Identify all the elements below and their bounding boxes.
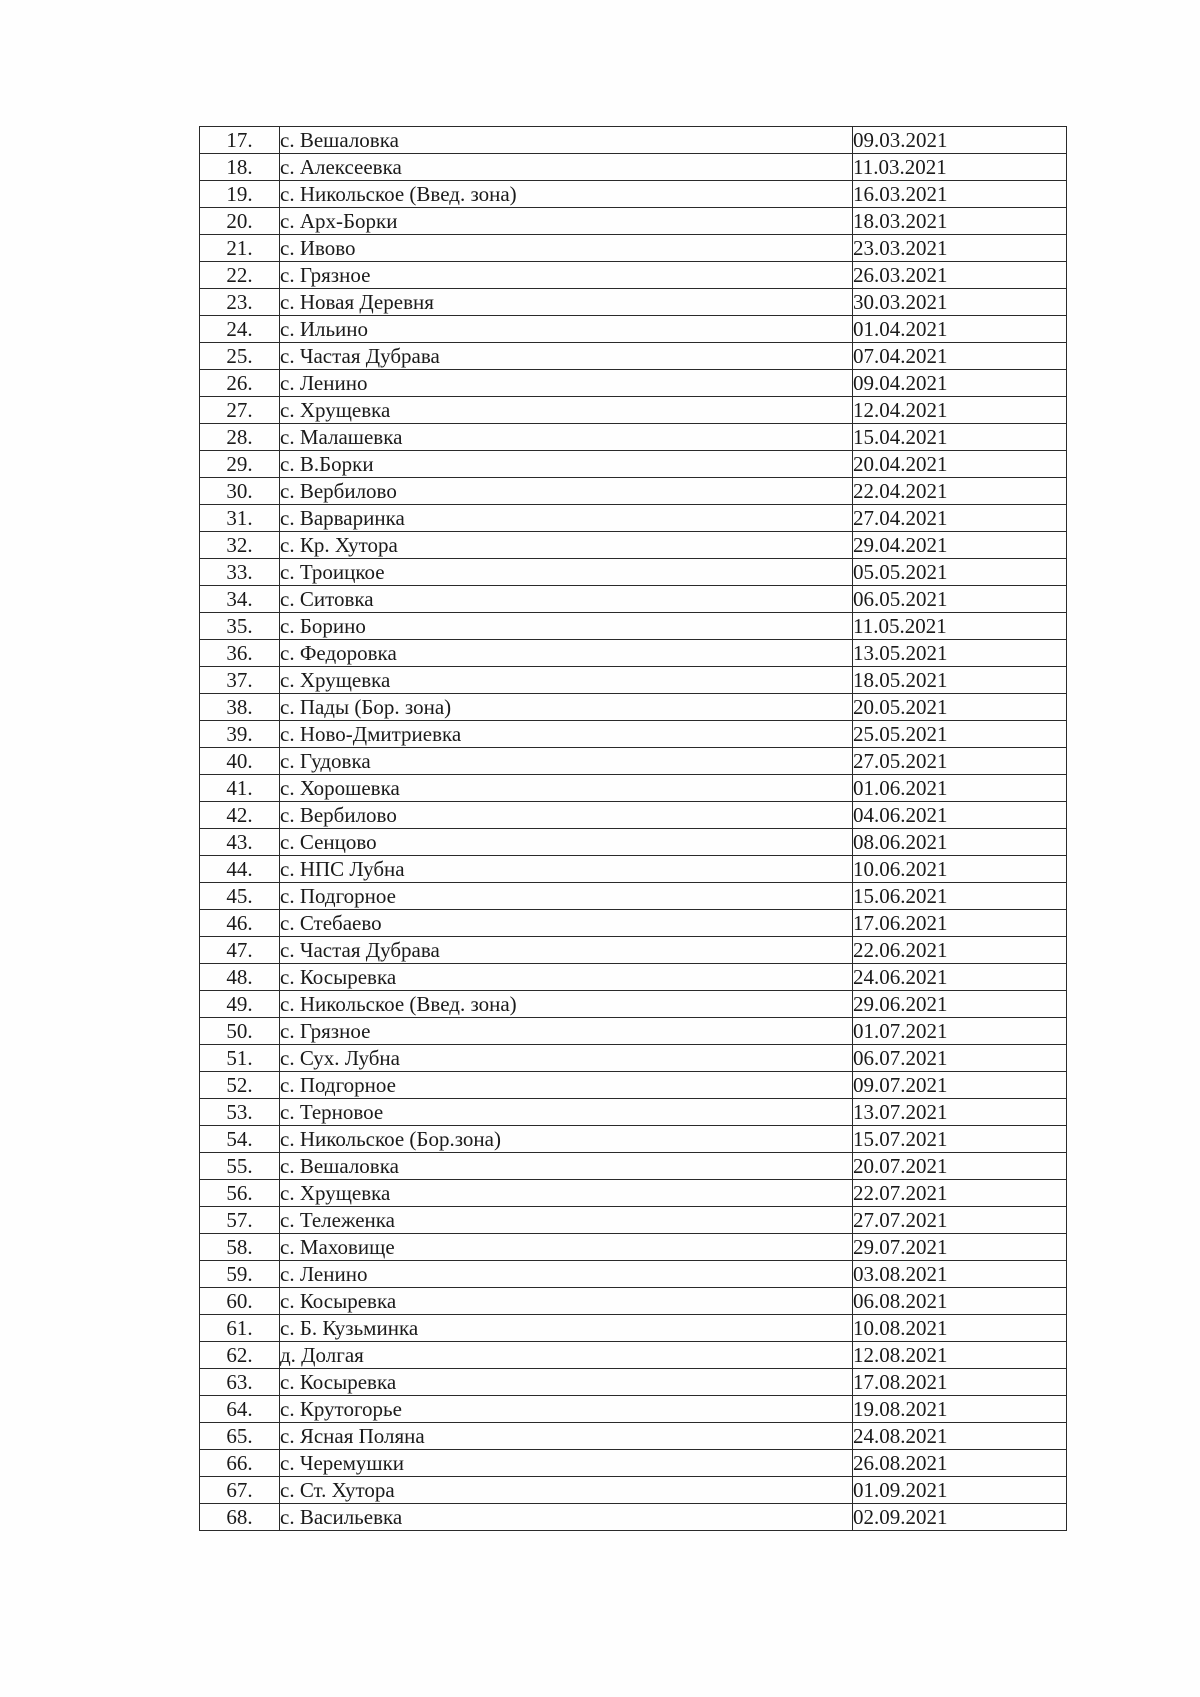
- row-number: 66.: [200, 1450, 280, 1477]
- settlement-name: с. Подгорное: [280, 1072, 853, 1099]
- table-row: [200, 262, 1067, 289]
- visit-date: 29.04.2021: [853, 532, 1067, 559]
- table-row: [200, 316, 1067, 343]
- table-row: [200, 1207, 1067, 1234]
- row-number: 41.: [200, 775, 280, 802]
- visit-date: 22.04.2021: [853, 478, 1067, 505]
- settlement-name: д. Долгая: [280, 1342, 853, 1369]
- settlement-name: с. Гудовка: [280, 748, 853, 775]
- settlement-name: с. Частая Дубрава: [280, 937, 853, 964]
- table-row: [200, 505, 1067, 532]
- table-row: [200, 964, 1067, 991]
- row-number: 36.: [200, 640, 280, 667]
- visit-date: 15.07.2021: [853, 1126, 1067, 1153]
- visit-date: 27.07.2021: [853, 1207, 1067, 1234]
- table-row: [200, 1342, 1067, 1369]
- visit-date: 07.04.2021: [853, 343, 1067, 370]
- settlement-name: с. Грязное: [280, 262, 853, 289]
- visit-date: 23.03.2021: [853, 235, 1067, 262]
- row-number: 37.: [200, 667, 280, 694]
- row-number: 18.: [200, 154, 280, 181]
- row-number: 17.: [200, 127, 280, 154]
- visit-date: 20.05.2021: [853, 694, 1067, 721]
- visit-date: 18.03.2021: [853, 208, 1067, 235]
- table-row: [200, 1477, 1067, 1504]
- settlement-name: с. Ленино: [280, 1261, 853, 1288]
- row-number: 35.: [200, 613, 280, 640]
- table-row: [200, 1315, 1067, 1342]
- visit-date: 10.06.2021: [853, 856, 1067, 883]
- table-row: [200, 1450, 1067, 1477]
- settlement-name: с. Черемушки: [280, 1450, 853, 1477]
- row-number: 26.: [200, 370, 280, 397]
- table-row: [200, 721, 1067, 748]
- row-number: 40.: [200, 748, 280, 775]
- visit-date: 01.06.2021: [853, 775, 1067, 802]
- table-row: [200, 1369, 1067, 1396]
- row-number: 34.: [200, 586, 280, 613]
- settlement-name: с. Ст. Хутора: [280, 1477, 853, 1504]
- settlement-name: с. В.Борки: [280, 451, 853, 478]
- table-row: [200, 937, 1067, 964]
- table-row: [200, 343, 1067, 370]
- settlement-name: с. Никольское (Бор.зона): [280, 1126, 853, 1153]
- settlement-name: с. Вешаловка: [280, 127, 853, 154]
- table-row: [200, 1018, 1067, 1045]
- row-number: 52.: [200, 1072, 280, 1099]
- row-number: 38.: [200, 694, 280, 721]
- visit-date: 27.05.2021: [853, 748, 1067, 775]
- row-number: 20.: [200, 208, 280, 235]
- settlement-name: с. Косыревка: [280, 964, 853, 991]
- row-number: 59.: [200, 1261, 280, 1288]
- row-number: 55.: [200, 1153, 280, 1180]
- visit-date: 20.07.2021: [853, 1153, 1067, 1180]
- settlement-name: с. Малашевка: [280, 424, 853, 451]
- settlement-name: с. Никольское (Введ. зона): [280, 181, 853, 208]
- table-row: [200, 667, 1067, 694]
- row-number: 56.: [200, 1180, 280, 1207]
- table-row: [200, 397, 1067, 424]
- visit-date: 17.06.2021: [853, 910, 1067, 937]
- table-row: [200, 1099, 1067, 1126]
- table-row: [200, 586, 1067, 613]
- visit-date: 05.05.2021: [853, 559, 1067, 586]
- row-number: 46.: [200, 910, 280, 937]
- table-row: [200, 613, 1067, 640]
- settlement-name: с. Вербилово: [280, 802, 853, 829]
- visit-date: 01.09.2021: [853, 1477, 1067, 1504]
- settlement-name: с. Федоровка: [280, 640, 853, 667]
- row-number: 31.: [200, 505, 280, 532]
- table-row: [200, 1261, 1067, 1288]
- settlement-name: с. Косыревка: [280, 1369, 853, 1396]
- row-number: 19.: [200, 181, 280, 208]
- table-row: [200, 1180, 1067, 1207]
- settlement-name: с. Ясная Поляна: [280, 1423, 853, 1450]
- visit-date: 26.08.2021: [853, 1450, 1067, 1477]
- table-row: [200, 640, 1067, 667]
- row-number: 32.: [200, 532, 280, 559]
- table-row: [200, 1126, 1067, 1153]
- table-row: [200, 856, 1067, 883]
- visit-date: 06.08.2021: [853, 1288, 1067, 1315]
- row-number: 48.: [200, 964, 280, 991]
- table-row: [200, 829, 1067, 856]
- row-number: 43.: [200, 829, 280, 856]
- settlement-name: с. Ситовка: [280, 586, 853, 613]
- table-row: [200, 1504, 1067, 1531]
- visit-date: 22.06.2021: [853, 937, 1067, 964]
- settlement-name: с. Арх-Борки: [280, 208, 853, 235]
- visit-date: 18.05.2021: [853, 667, 1067, 694]
- settlement-name: с. Пады (Бор. зона): [280, 694, 853, 721]
- row-number: 33.: [200, 559, 280, 586]
- visit-date: 22.07.2021: [853, 1180, 1067, 1207]
- table-row: [200, 910, 1067, 937]
- visit-date: 06.07.2021: [853, 1045, 1067, 1072]
- row-number: 63.: [200, 1369, 280, 1396]
- row-number: 65.: [200, 1423, 280, 1450]
- visit-date: 08.06.2021: [853, 829, 1067, 856]
- settlement-name: с. Частая Дубрава: [280, 343, 853, 370]
- settlement-name: с. Стебаево: [280, 910, 853, 937]
- visit-date: 17.08.2021: [853, 1369, 1067, 1396]
- settlement-name: с. Сенцово: [280, 829, 853, 856]
- visit-date: 19.08.2021: [853, 1396, 1067, 1423]
- settlement-name: с. Вербилово: [280, 478, 853, 505]
- settlement-name: с. Хорошевка: [280, 775, 853, 802]
- visit-date: 20.04.2021: [853, 451, 1067, 478]
- row-number: 50.: [200, 1018, 280, 1045]
- settlement-name: с. Алексеевка: [280, 154, 853, 181]
- visit-date: 10.08.2021: [853, 1315, 1067, 1342]
- table-row: [200, 370, 1067, 397]
- row-number: 23.: [200, 289, 280, 316]
- row-number: 49.: [200, 991, 280, 1018]
- row-number: 51.: [200, 1045, 280, 1072]
- row-number: 45.: [200, 883, 280, 910]
- visit-date: 01.04.2021: [853, 316, 1067, 343]
- table-row: [200, 1396, 1067, 1423]
- row-number: 47.: [200, 937, 280, 964]
- settlement-name: с. Хрущевка: [280, 1180, 853, 1207]
- visit-date: 30.03.2021: [853, 289, 1067, 316]
- row-number: 22.: [200, 262, 280, 289]
- table-row: [200, 802, 1067, 829]
- table-row: [200, 1153, 1067, 1180]
- settlement-name: с. Тележенка: [280, 1207, 853, 1234]
- visit-date: 02.09.2021: [853, 1504, 1067, 1531]
- table-row: [200, 559, 1067, 586]
- visit-date: 29.07.2021: [853, 1234, 1067, 1261]
- row-number: 29.: [200, 451, 280, 478]
- visit-date: 01.07.2021: [853, 1018, 1067, 1045]
- row-number: 57.: [200, 1207, 280, 1234]
- table-row: [200, 1288, 1067, 1315]
- visit-date: 11.03.2021: [853, 154, 1067, 181]
- visit-date: 13.07.2021: [853, 1099, 1067, 1126]
- settlement-name: с. Грязное: [280, 1018, 853, 1045]
- table-row: [200, 775, 1067, 802]
- visit-date: 03.08.2021: [853, 1261, 1067, 1288]
- row-number: 58.: [200, 1234, 280, 1261]
- settlement-name: с. Варваринка: [280, 505, 853, 532]
- visit-date: 16.03.2021: [853, 181, 1067, 208]
- visit-date: 29.06.2021: [853, 991, 1067, 1018]
- settlement-name: с. Васильевка: [280, 1504, 853, 1531]
- settlement-name: с. Ново-Дмитриевка: [280, 721, 853, 748]
- table-row: [200, 127, 1067, 154]
- settlement-name: с. Ильино: [280, 316, 853, 343]
- settlement-name: с. Хрущевка: [280, 667, 853, 694]
- row-number: 39.: [200, 721, 280, 748]
- row-number: 67.: [200, 1477, 280, 1504]
- visit-date: 09.07.2021: [853, 1072, 1067, 1099]
- settlement-name: с. Хрущевка: [280, 397, 853, 424]
- table-row: [200, 748, 1067, 775]
- row-number: 24.: [200, 316, 280, 343]
- row-number: 21.: [200, 235, 280, 262]
- row-number: 61.: [200, 1315, 280, 1342]
- visit-date: 06.05.2021: [853, 586, 1067, 613]
- visit-date: 25.05.2021: [853, 721, 1067, 748]
- schedule-table: [199, 126, 1067, 1531]
- row-number: 62.: [200, 1342, 280, 1369]
- settlement-name: с. Борино: [280, 613, 853, 640]
- table-row: [200, 235, 1067, 262]
- settlement-name: с. Сух. Лубна: [280, 1045, 853, 1072]
- row-number: 25.: [200, 343, 280, 370]
- row-number: 42.: [200, 802, 280, 829]
- visit-date: 15.06.2021: [853, 883, 1067, 910]
- visit-date: 11.05.2021: [853, 613, 1067, 640]
- table-row: [200, 991, 1067, 1018]
- visit-date: 13.05.2021: [853, 640, 1067, 667]
- visit-date: 24.06.2021: [853, 964, 1067, 991]
- table-row: [200, 883, 1067, 910]
- table-row: [200, 424, 1067, 451]
- table-row: [200, 208, 1067, 235]
- table-row: [200, 181, 1067, 208]
- settlement-name: с. Б. Кузьминка: [280, 1315, 853, 1342]
- table-row: [200, 154, 1067, 181]
- settlement-name: с. Терновое: [280, 1099, 853, 1126]
- settlement-name: с. Маховище: [280, 1234, 853, 1261]
- settlement-name: с. Косыревка: [280, 1288, 853, 1315]
- row-number: 30.: [200, 478, 280, 505]
- settlement-name: с. Подгорное: [280, 883, 853, 910]
- table-row: [200, 1234, 1067, 1261]
- table-row: [200, 532, 1067, 559]
- settlement-name: с. Ленино: [280, 370, 853, 397]
- settlement-name: с. Вешаловка: [280, 1153, 853, 1180]
- settlement-name: с. Никольское (Введ. зона): [280, 991, 853, 1018]
- table-row: [200, 1045, 1067, 1072]
- settlement-name: с. Ивово: [280, 235, 853, 262]
- row-number: 60.: [200, 1288, 280, 1315]
- visit-date: 12.08.2021: [853, 1342, 1067, 1369]
- settlement-name: с. Троицкое: [280, 559, 853, 586]
- table-row: [200, 694, 1067, 721]
- schedule-table-body: [200, 127, 1067, 1531]
- row-number: 53.: [200, 1099, 280, 1126]
- settlement-name: с. Кр. Хутора: [280, 532, 853, 559]
- table-row: [200, 1423, 1067, 1450]
- visit-date: 09.03.2021: [853, 127, 1067, 154]
- visit-date: 12.04.2021: [853, 397, 1067, 424]
- row-number: 28.: [200, 424, 280, 451]
- settlement-name: с. НПС Лубна: [280, 856, 853, 883]
- row-number: 44.: [200, 856, 280, 883]
- table-row: [200, 289, 1067, 316]
- settlement-name: с. Новая Деревня: [280, 289, 853, 316]
- visit-date: 15.04.2021: [853, 424, 1067, 451]
- visit-date: 09.04.2021: [853, 370, 1067, 397]
- table-row: [200, 1072, 1067, 1099]
- settlement-name: с. Крутогорье: [280, 1396, 853, 1423]
- table-row: [200, 478, 1067, 505]
- table-row: [200, 451, 1067, 478]
- row-number: 54.: [200, 1126, 280, 1153]
- visit-date: 26.03.2021: [853, 262, 1067, 289]
- visit-date: 27.04.2021: [853, 505, 1067, 532]
- visit-date: 24.08.2021: [853, 1423, 1067, 1450]
- row-number: 68.: [200, 1504, 280, 1531]
- visit-date: 04.06.2021: [853, 802, 1067, 829]
- row-number: 27.: [200, 397, 280, 424]
- row-number: 64.: [200, 1396, 280, 1423]
